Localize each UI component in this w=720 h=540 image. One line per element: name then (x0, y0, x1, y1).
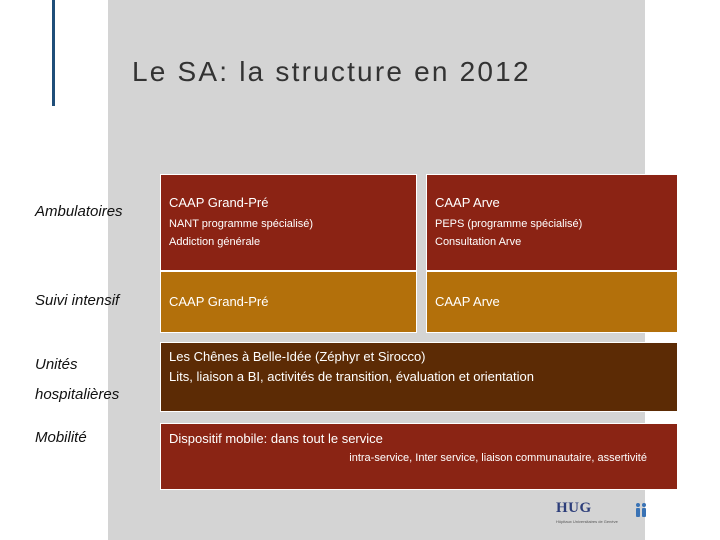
box-caap-grand-pre-intensif (160, 271, 417, 333)
row-label-suivi-intensif: Suivi intensif (35, 292, 120, 309)
box-text-line: Les Chênes à Belle-Idée (Zéphyr et Sirocco) (169, 349, 426, 364)
box-dispositif-mobile (160, 423, 678, 490)
row-label-mobilite: Mobilité (35, 429, 87, 446)
box-subtext-line: PEPS (programme spécialisé) (435, 218, 583, 230)
row-label-line: Unités (35, 356, 78, 373)
box-subtext-line: NANT programme spécialisé) (169, 218, 314, 230)
logo-text: HUG (556, 500, 592, 516)
accent-line (52, 0, 55, 106)
box-les-chenes (160, 342, 678, 412)
hug-logo (556, 500, 650, 528)
box-subtext (435, 215, 582, 251)
row-label-line: hospitalières (35, 386, 120, 403)
box-caap-grand-pre-ambulatoire (160, 174, 417, 271)
box-text-line: intra-service, Inter service, liaison communautaire, assertivité (349, 452, 647, 464)
row-label-ambulatoires: Ambulatoires (35, 203, 123, 220)
box-heading: CAAP Arve (435, 294, 500, 309)
box-heading: CAAP Grand-Pré (169, 195, 269, 210)
box-caap-arve-ambulatoire (426, 174, 678, 271)
box-caap-arve-intensif (426, 271, 678, 333)
logo-subtext: Hôpitaux Universitaires de Genève (556, 519, 618, 524)
box-subtext-line: Addiction générale (169, 236, 261, 248)
row-label-unites-hospitalieres (35, 354, 119, 406)
box-heading: CAAP Arve (435, 195, 500, 210)
box-text-line: Lits, liaison a BI, activités de transition, évaluation et orientation (169, 369, 534, 384)
people-icon (634, 502, 648, 518)
slide-title: Le SA: la structure en 2012 (132, 56, 531, 87)
box-subtext-line: Consultation Arve (435, 236, 522, 248)
box-heading: CAAP Grand-Pré (169, 294, 269, 309)
box-text-line: Dispositif mobile: dans tout le service (169, 431, 383, 446)
box-subtext (169, 215, 313, 251)
